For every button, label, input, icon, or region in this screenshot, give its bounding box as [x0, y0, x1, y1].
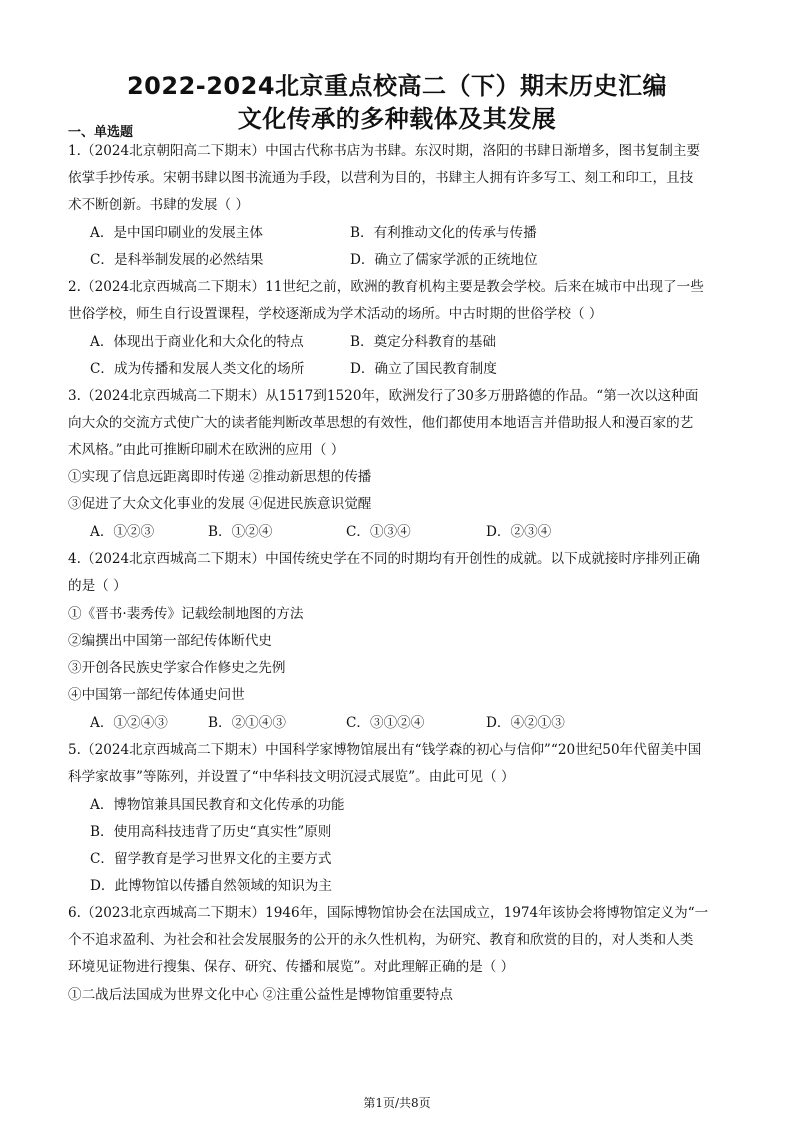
question-1-stem: 术不断创新。书肆的发展（ ） — [68, 197, 250, 213]
question-2-option-b[interactable]: B．奠定分科教育的基础 — [350, 334, 496, 350]
question-4-statement: ④中国第一部纪传体通史问世 — [68, 687, 245, 703]
question-5-option-a[interactable]: A．博物馆兼具国民教育和文化传承的功能 — [90, 797, 345, 813]
question-1-option-a[interactable]: A．是中国印刷业的发展主体 — [90, 225, 263, 241]
question-4-statement: ①《晋书·裴秀传》记载绘制地图的方法 — [68, 606, 304, 622]
document-subtitle: 文化传承的多种载体及其发展 — [237, 105, 557, 133]
document-title: 2022-2024北京重点校高二（下）期末历史汇编 — [126, 72, 668, 100]
question-5-option-c[interactable]: C．留学教育是学习世界文化的主要方式 — [90, 851, 332, 867]
question-3-statements: ①实现了信息远距离即时传递 ②推动新思想的传播 — [68, 469, 372, 485]
question-3-option-c[interactable]: C．①③④ — [346, 524, 411, 540]
question-3-stem: 3.（2024北京西城高二下期末）从1517到1520年，欧洲发行了30多万册路德的作品。“第一次以这种面 — [68, 388, 699, 404]
question-4-option-a[interactable]: A．①②④③ — [90, 715, 168, 731]
page-number: 第1页/共8页 — [363, 1096, 431, 1110]
question-1-stem: 依掌手抄传承。宋朝书肆以图书流通为手段，以营利为目的，书肆主人拥有许多写工、刻工和印工，且技 — [68, 170, 694, 186]
question-1-option-b[interactable]: B．有利推动文化的传承与传播 — [350, 225, 537, 241]
question-3-option-a[interactable]: A．①②③ — [90, 524, 155, 540]
question-5-option-d[interactable]: D．此博物馆以传播自然领域的知识为主 — [90, 878, 332, 894]
question-4-statement: ③开创各民族史学家合作修史之先例 — [68, 660, 286, 676]
question-1-option-c[interactable]: C．是科举制发展的必然结果 — [90, 252, 264, 268]
question-3-stem: 术风格。”由此可推断印刷术在欧洲的应用（ ） — [68, 442, 345, 458]
question-4-stem: 的是（ ） — [68, 578, 127, 594]
question-5-option-b[interactable]: B．使用高科技违背了历史“真实性”原则 — [90, 824, 332, 840]
question-6-stem: 环境见证物进行搜集、保存、研究、传播和展览”。对此理解正确的是（ ） — [68, 959, 515, 975]
question-6-stem: 个不追求盈利、为社会和社会发展服务的公开的永久性机构，为研究、教育和欣赏的目的，对人类和人类 — [68, 932, 694, 948]
question-2-option-d[interactable]: D．确立了国民教育制度 — [350, 361, 497, 377]
question-1-stem: 1.（2024北京朝阳高二下期末）中国古代称书店为书肆。东汉时期，洛阳的书肆日渐增多，图书复制主要 — [68, 143, 701, 159]
question-6-stem: 6.（2023北京西城高二下期末）1946年，国际博物馆协会在法国成立，1974年该协会将博物馆定义为“一 — [68, 905, 709, 921]
question-4-option-b[interactable]: B．②①④③ — [208, 715, 286, 731]
section-heading: 一、单选题 — [68, 125, 134, 140]
question-1-option-d[interactable]: D．确立了儒家学派的正统地位 — [350, 252, 538, 268]
question-2-stem: 2.（2024北京西城高二下期末）11世纪之前，欧洲的教育机构主要是教会学校。后来在城市中出现了一些 — [68, 279, 704, 295]
question-2-stem: 世俗学校，师生自行设置课程，学校逐渐成为学术活动的场所。中古时期的世俗学校（ ） — [68, 306, 603, 322]
question-3-option-b[interactable]: B．①②④ — [208, 524, 273, 540]
question-4-option-d[interactable]: D．④②①③ — [486, 715, 565, 731]
question-5-stem: 5.（2024北京西城高二下期末）中国科学家博物馆展出有“钱学森的初心与信仰”“20世纪50年代留美中国 — [68, 742, 702, 758]
question-2-option-c[interactable]: C．成为传播和发展人类文化的场所 — [90, 361, 305, 377]
question-4-stem: 4.（2024北京西城高二下期末）中国传统史学在不同的时期均有开创性的成就。以下成就接时序排列正确 — [68, 551, 701, 567]
question-3-option-d[interactable]: D．②③④ — [486, 524, 552, 540]
question-2-option-a[interactable]: A．体现出于商业化和大众化的特点 — [90, 334, 304, 350]
question-3-statements: ③促进了大众文化事业的发展 ④促进民族意识觉醒 — [68, 496, 372, 512]
question-4-statement: ②编撰出中国第一部纪传体断代史 — [68, 633, 272, 649]
question-5-stem: 科学家故事”等陈列，并设置了“中华科技文明沉浸式展览”。由此可见（ ） — [68, 769, 515, 785]
question-6-statements: ①二战后法国成为世界文化中心 ②注重公益性是博物馆重要特点 — [68, 987, 453, 1003]
question-4-option-c[interactable]: C．③①②④ — [346, 715, 425, 731]
question-3-stem: 向大众的交流方式使广大的读者能判断改革思想的有效性，他们都使用本地语言并借助报人和漫百家的艺 — [68, 415, 694, 431]
